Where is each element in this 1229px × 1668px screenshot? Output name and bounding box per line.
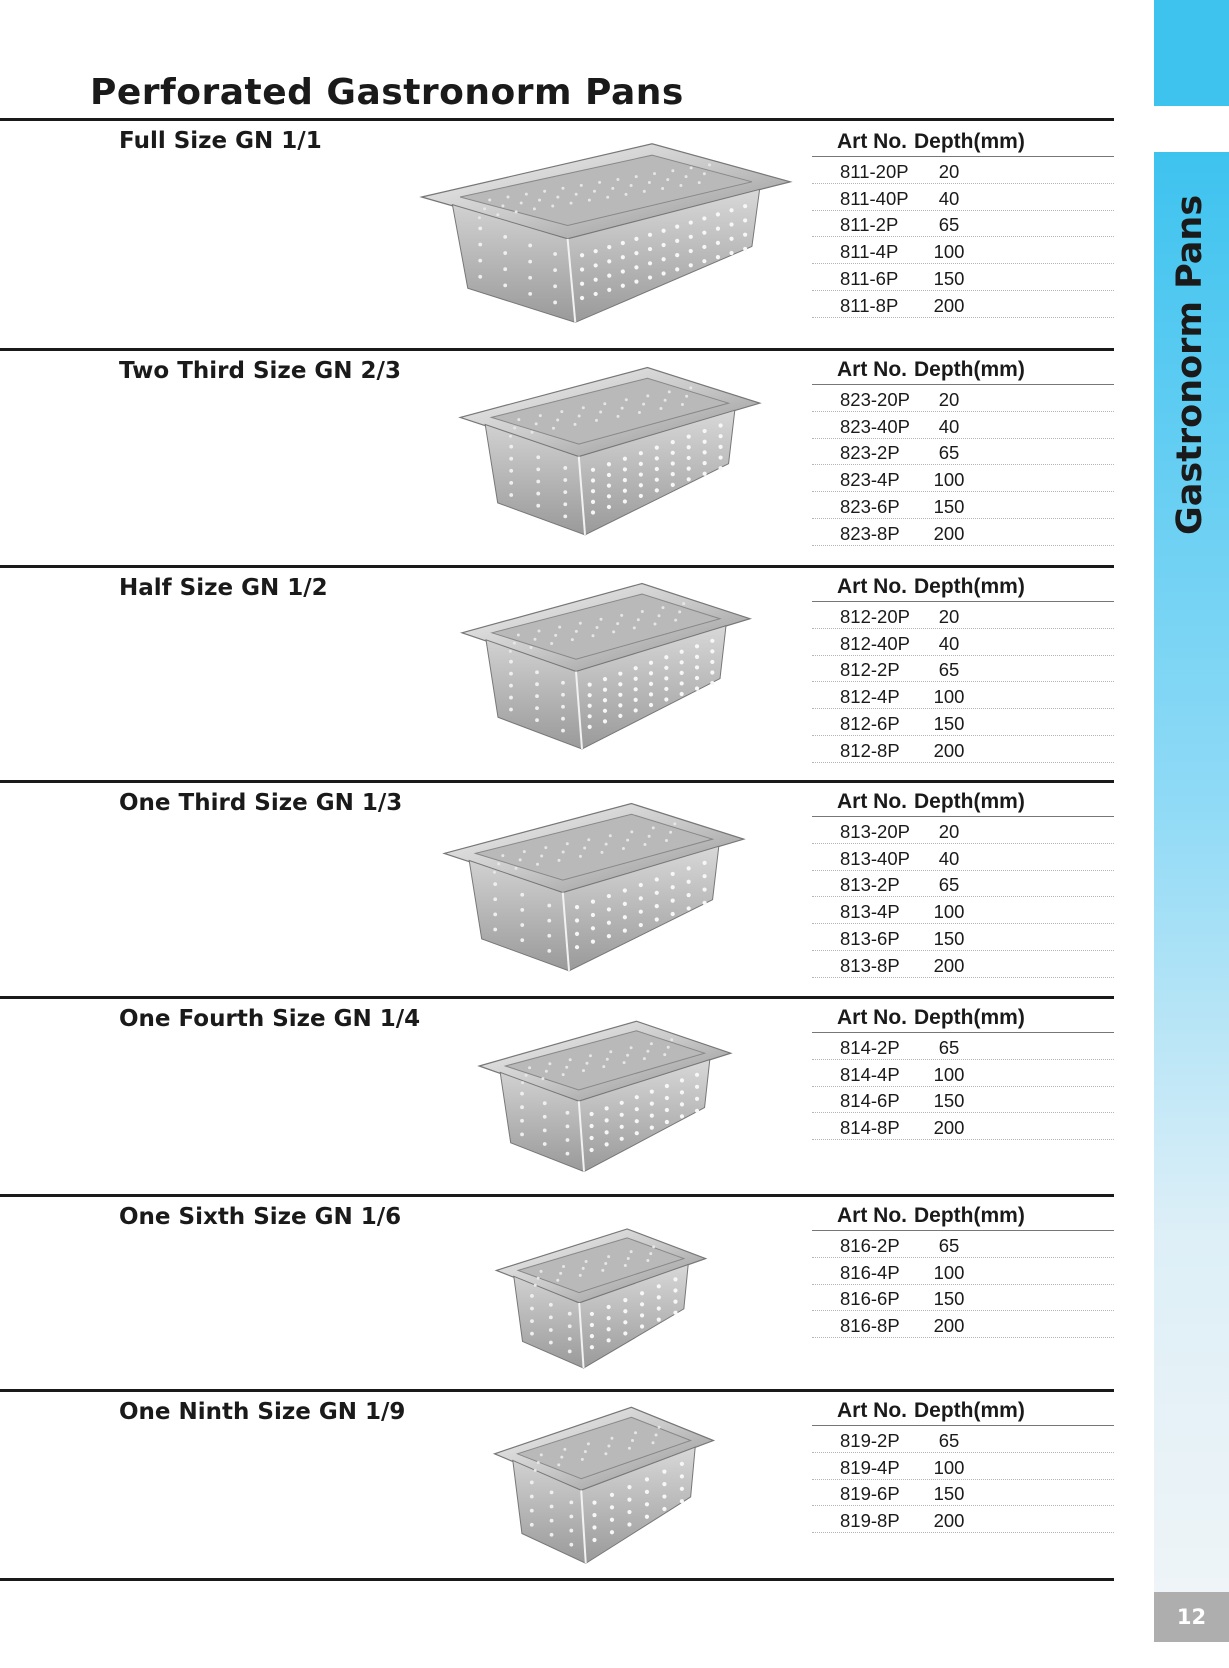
art-number: 814-8P	[840, 1117, 900, 1139]
table-row	[812, 1285, 1114, 1312]
depth-value: 65	[938, 874, 960, 896]
spec-table-header	[812, 571, 1114, 602]
art-number: 812-40P	[840, 632, 910, 654]
header-depth: Depth(mm)	[914, 790, 1025, 813]
depth-value: 200	[933, 294, 965, 316]
section-divider	[0, 1578, 1114, 1581]
section-title: Full Size GN 1/1	[119, 128, 322, 154]
art-number: 823-20P	[840, 388, 910, 410]
depth-value: 20	[938, 388, 960, 410]
art-number: 823-40P	[840, 415, 910, 437]
header-depth: Depth(mm)	[914, 1006, 1025, 1029]
table-row	[812, 412, 1114, 439]
table-row	[812, 1453, 1114, 1480]
depth-value: 200	[933, 1315, 965, 1337]
header-art-no: Art No.	[837, 130, 907, 153]
spec-table	[812, 354, 1114, 546]
depth-value: 200	[933, 1117, 965, 1139]
table-row	[812, 237, 1114, 264]
art-number: 819-4P	[840, 1456, 900, 1478]
table-row	[812, 492, 1114, 519]
art-number: 813-6P	[840, 927, 900, 949]
spec-table-header	[812, 354, 1114, 385]
art-number: 811-4P	[840, 241, 899, 263]
depth-value: 40	[938, 847, 960, 869]
header-depth: Depth(mm)	[914, 130, 1025, 153]
depth-value: 150	[933, 267, 965, 289]
header-art-no: Art No.	[837, 1204, 907, 1227]
spec-table-header	[812, 1395, 1114, 1426]
depth-value: 200	[933, 522, 965, 544]
header-art-no: Art No.	[837, 358, 907, 381]
art-number: 811-6P	[840, 267, 899, 289]
art-number: 814-2P	[840, 1036, 900, 1058]
art-number: 811-2P	[840, 214, 899, 236]
depth-value: 100	[933, 901, 965, 923]
section-title: One Third Size GN 1/3	[119, 790, 403, 816]
table-row	[812, 1480, 1114, 1507]
spec-table	[812, 1395, 1114, 1533]
table-row	[812, 924, 1114, 951]
art-number: 813-4P	[840, 901, 900, 923]
art-number: 812-20P	[840, 605, 910, 627]
art-number: 813-8P	[840, 954, 900, 976]
spec-table	[812, 786, 1114, 978]
header-art-no: Art No.	[837, 575, 907, 598]
depth-value: 100	[933, 1063, 965, 1085]
depth-value: 20	[938, 820, 960, 842]
depth-value: 20	[938, 160, 960, 182]
section-title: One Sixth Size GN 1/6	[119, 1204, 402, 1230]
depth-value: 150	[933, 1090, 965, 1112]
section-title: Half Size GN 1/2	[119, 575, 328, 601]
table-row	[812, 897, 1114, 924]
table-row	[812, 264, 1114, 291]
depth-value: 100	[933, 1456, 965, 1478]
table-row	[812, 211, 1114, 238]
depth-value: 100	[933, 241, 965, 263]
depth-value: 40	[938, 187, 960, 209]
depth-value: 100	[933, 469, 965, 491]
table-row	[812, 519, 1114, 546]
table-row	[812, 656, 1114, 683]
header-art-no: Art No.	[837, 1399, 907, 1422]
table-row	[812, 184, 1114, 211]
art-number: 813-40P	[840, 847, 910, 869]
depth-value: 150	[933, 712, 965, 734]
table-row	[812, 951, 1114, 978]
spec-table	[812, 126, 1114, 318]
perforated-pan-image	[474, 1018, 736, 1178]
table-row	[812, 1426, 1114, 1453]
depth-value: 150	[933, 495, 965, 517]
art-number: 823-6P	[840, 495, 900, 517]
table-row	[812, 439, 1114, 466]
table-row	[812, 602, 1114, 629]
art-number: 816-4P	[840, 1261, 900, 1283]
art-number: 819-6P	[840, 1483, 900, 1505]
perforated-pan-image	[490, 1404, 718, 1570]
header-depth: Depth(mm)	[914, 358, 1025, 381]
table-row	[812, 1060, 1114, 1087]
spec-table	[812, 1200, 1114, 1338]
art-number: 812-8P	[840, 739, 900, 761]
depth-value: 65	[938, 214, 960, 236]
depth-value: 20	[938, 605, 960, 627]
depth-value: 150	[933, 927, 965, 949]
art-number: 819-2P	[840, 1429, 900, 1451]
art-number: 814-6P	[840, 1090, 900, 1112]
table-row	[812, 157, 1114, 184]
section-title: Two Third Size GN 2/3	[119, 358, 401, 384]
page-title: Perforated Gastronorm Pans	[90, 72, 684, 113]
art-number: 813-2P	[840, 874, 900, 896]
art-number: 816-2P	[840, 1234, 900, 1256]
art-number: 816-6P	[840, 1288, 900, 1310]
sidebar-accent-block	[1154, 0, 1229, 106]
header-depth: Depth(mm)	[914, 1399, 1025, 1422]
depth-value: 65	[938, 1036, 960, 1058]
art-number: 816-8P	[840, 1315, 900, 1337]
art-number: 823-2P	[840, 442, 900, 464]
art-number: 812-4P	[840, 686, 900, 708]
spec-table	[812, 571, 1114, 763]
depth-value: 150	[933, 1483, 965, 1505]
table-row	[812, 682, 1114, 709]
table-row	[812, 1231, 1114, 1258]
art-number: 814-4P	[840, 1063, 900, 1085]
table-row	[812, 291, 1114, 318]
depth-value: 65	[938, 1429, 960, 1451]
table-row	[812, 709, 1114, 736]
depth-value: 65	[938, 659, 960, 681]
table-row	[812, 1113, 1114, 1140]
spec-table-header	[812, 126, 1114, 157]
table-row	[812, 1506, 1114, 1533]
depth-value: 100	[933, 1261, 965, 1283]
header-depth: Depth(mm)	[914, 1204, 1025, 1227]
table-row	[812, 1258, 1114, 1285]
table-row	[812, 1033, 1114, 1060]
art-number: 811-40P	[840, 187, 909, 209]
table-row	[812, 736, 1114, 763]
art-number: 819-8P	[840, 1510, 900, 1532]
perforated-pan-image	[456, 580, 756, 756]
perforated-pan-image	[454, 364, 766, 542]
depth-value: 100	[933, 686, 965, 708]
table-row	[812, 844, 1114, 871]
perforated-pan-image	[414, 140, 798, 330]
spec-table	[812, 1002, 1114, 1140]
header-art-no: Art No.	[837, 790, 907, 813]
depth-value: 65	[938, 442, 960, 464]
depth-value: 65	[938, 1234, 960, 1256]
table-row	[812, 1087, 1114, 1114]
depth-value: 150	[933, 1288, 965, 1310]
table-row	[812, 465, 1114, 492]
table-row	[812, 1311, 1114, 1338]
depth-value: 40	[938, 415, 960, 437]
table-row	[812, 817, 1114, 844]
header-depth: Depth(mm)	[914, 575, 1025, 598]
art-number: 823-4P	[840, 469, 900, 491]
header-art-no: Art No.	[837, 1006, 907, 1029]
spec-table-header	[812, 1200, 1114, 1231]
depth-value: 200	[933, 1510, 965, 1532]
art-number: 813-20P	[840, 820, 910, 842]
art-number: 812-2P	[840, 659, 900, 681]
perforated-pan-image	[492, 1226, 710, 1374]
spec-table-header	[812, 786, 1114, 817]
depth-value: 200	[933, 739, 965, 761]
spec-table-header	[812, 1002, 1114, 1033]
depth-value: 200	[933, 954, 965, 976]
art-number: 811-20P	[840, 160, 909, 182]
section-title: One Fourth Size GN 1/4	[119, 1006, 421, 1032]
art-number: 811-8P	[840, 294, 899, 316]
section-title: One Ninth Size GN 1/9	[119, 1399, 406, 1425]
page-number: 12	[1154, 1592, 1229, 1642]
table-row	[812, 385, 1114, 412]
sidebar-category-label: Gastronorm Pans	[1170, 194, 1210, 535]
depth-value: 40	[938, 632, 960, 654]
perforated-pan-image	[438, 800, 750, 978]
art-number: 823-8P	[840, 522, 900, 544]
table-row	[812, 629, 1114, 656]
art-number: 812-6P	[840, 712, 900, 734]
table-row	[812, 871, 1114, 898]
